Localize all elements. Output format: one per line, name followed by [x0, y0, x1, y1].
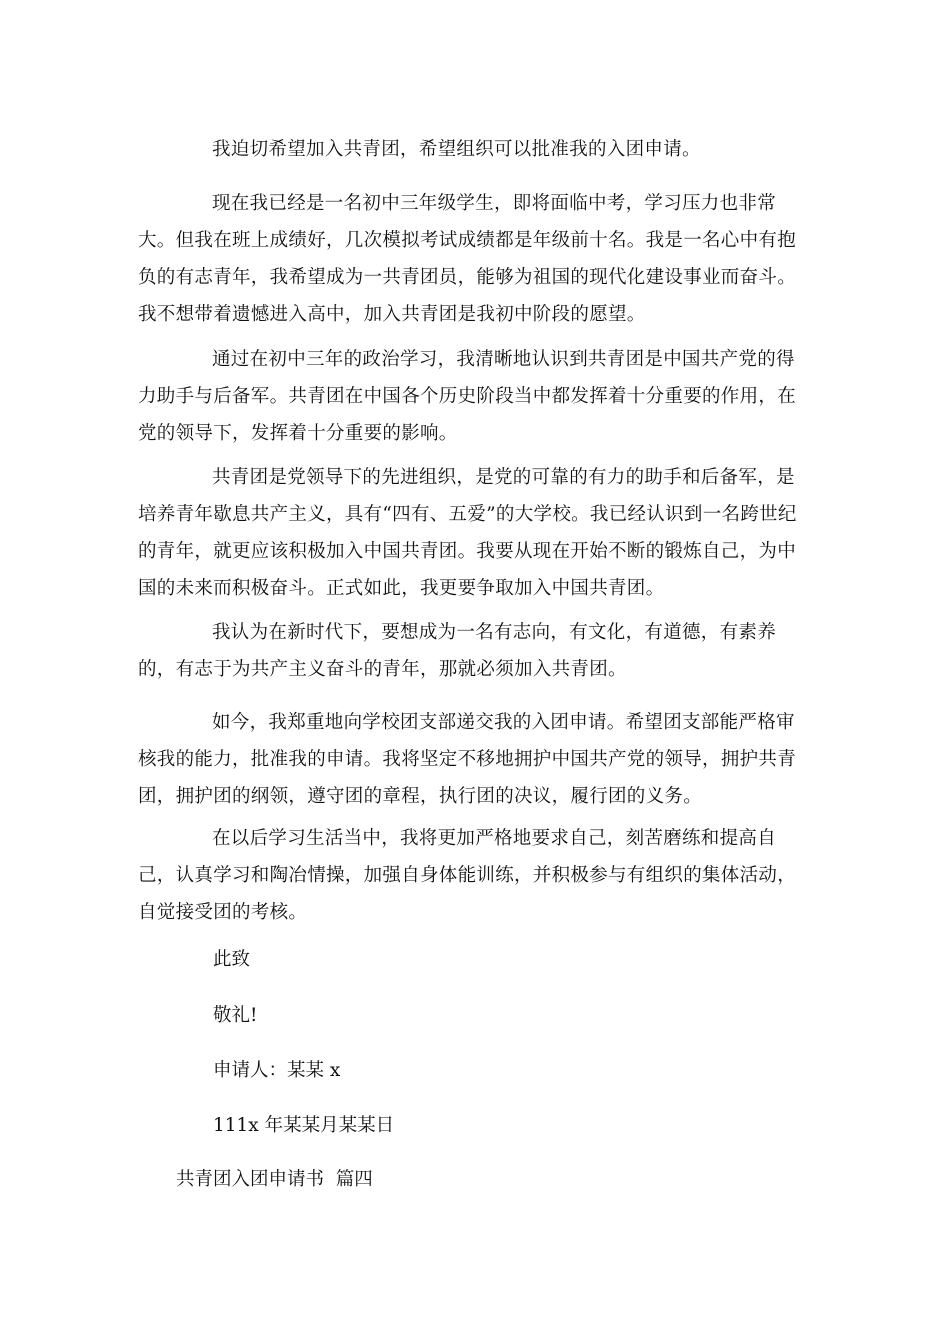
paragraph-4: 共青团是党领导下的先进组织，是党的可靠的有力的助手和后备军，是培养青年歇息共产主义，具有“四有、五爱”的大学校。我已经认识到一名跨世纪的青年，就更应该积极加入中国共青团。我要从现在开始不断的锻炼自己，为中国的未来而积极奋斗。正式如此，我更要争取加入中国共青团。 — [138, 467, 797, 599]
paragraph-1: 我迫切希望加入共青团，希望组织可以批准我的入团申请。 — [212, 139, 701, 160]
paragraph-7: 在以后学习生活当中，我将更加严格地要求自己，刻苦磨练和提高自己，认真学习和陶冶情操，加强自身体能训练，并积极参与有组织的集体活动，自觉接受团的考核。 — [138, 828, 797, 923]
date-line: 111x 年某某月某某日 — [213, 1115, 395, 1136]
paragraph-6: 如今，我郑重地向学校团支部递交我的入团申请。希望团支部能严格审核我的能力，批准我的申请。我将坚定不移地拥护中国共产党的领导，拥护共青团，拥护团的纲领，遵守团的章程，执行团的决议，履行团的义务。 — [138, 712, 797, 807]
salute-text: 敬礼! — [213, 1005, 258, 1026]
next-section-title: 共青团入团申请书 篇四 — [176, 1169, 373, 1190]
closing-text: 此致 — [213, 949, 251, 970]
paragraph-2: 现在我已经是一名初中三年级学生，即将面临中考，学习压力也非常大。但我在班上成绩好，几次模拟考试成绩都是年级前十名。我是一名心中有抱负的有志青年，我希望成为一共青团员，能够为祖国的现代化建设事业而奋斗。我不想带着遗憾进入高中，加入共青团是我初中阶段的愿望。 — [138, 193, 797, 325]
paragraph-3: 通过在初中三年的政治学习，我清晰地认识到共青团是中国共产党的得力助手与后备军。共青团在中国各个历史阶段当中都发挥着十分重要的作用，在党的领导下，发挥着十分重要的影响。 — [138, 349, 797, 444]
paragraph-5: 我认为在新时代下，要想成为一名有志向，有文化，有道德，有素养的，有志于为共产主义奋斗的青年，那就必须加入共青团。 — [138, 622, 777, 680]
applicant-line: 申请人：某某 x — [213, 1060, 341, 1081]
